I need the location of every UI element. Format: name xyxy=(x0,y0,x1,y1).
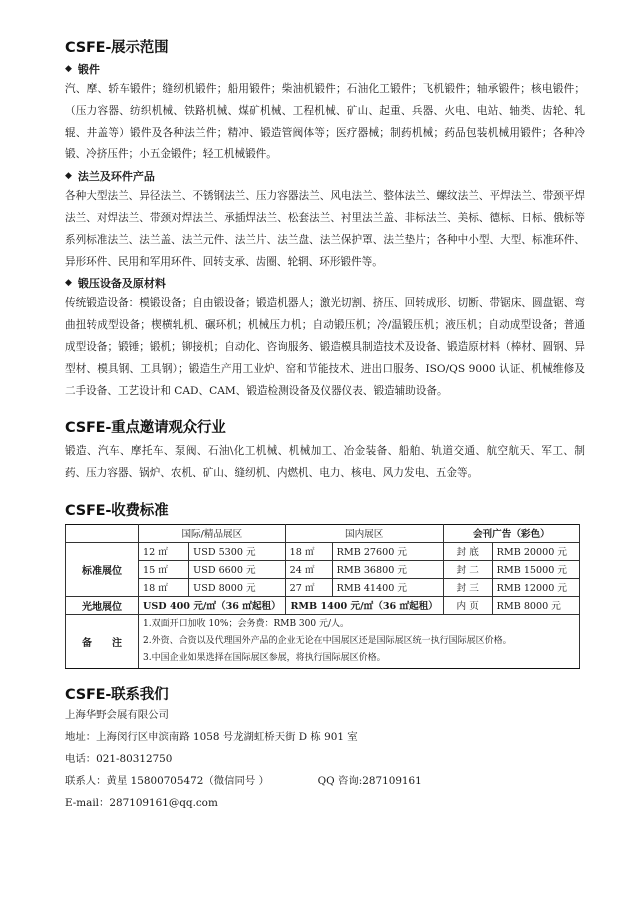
fee-table xyxy=(65,524,580,669)
domestic-size-cell: 24 ㎡ xyxy=(285,560,332,578)
forgings-heading-text: 锻件 xyxy=(77,63,100,76)
intl-size-cell: 12 ㎡ xyxy=(139,542,189,560)
raw-space-domestic: RMB 1400 元/㎡（36 ㎡起租） xyxy=(285,596,443,614)
contact-email[interactable]: E-mail：287109161@qq.com xyxy=(65,796,218,809)
flanges-heading-text: 法兰及环件产品 xyxy=(77,170,155,184)
diamond-bullet-icon: ◆ xyxy=(65,64,72,74)
ad-position-cell: 封 三 xyxy=(443,578,492,596)
flanges-heading xyxy=(65,168,585,184)
raw-space-intl: USD 400 元/㎡（36 ㎡起租） xyxy=(139,596,286,614)
forgings-text: 汽、摩、轿车锻件；缝纫机锻件；船用锻件；柴油机锻件；石油化工锻件；飞机锻件；轴承锻件；核电锻件；（压力容器、纺织机械、铁路机械、煤矿机械、工程机械、矿山、起重、兵器、火电、电站、轴类、齿轮、轧辊、井盖等）锻件及各种法兰件；精冲、锻造管阀体等；医疗器械；制药机械；药品包装机械用锻件；各种冷锻、冷挤压件；小五金锻件；轻工机械锻件。 xyxy=(65,83,585,161)
contact-address: 地址：上海闵行区申滨南路 1058 号龙湖虹桥天街 D 栋 901 室 xyxy=(65,730,358,743)
domestic-header: 国内展区 xyxy=(285,524,443,542)
intl-price-cell: USD 5300 元 xyxy=(189,542,286,560)
domestic-size-cell: 27 ㎡ xyxy=(285,578,332,596)
standard-booth-label: 标准展位 xyxy=(66,542,139,596)
intl-size-cell: 15 ㎡ xyxy=(139,560,189,578)
ad-position-cell: 封 二 xyxy=(443,560,492,578)
fee-corner-cell xyxy=(66,524,139,542)
domestic-size-cell: 18 ㎡ xyxy=(285,542,332,560)
fees-section xyxy=(65,499,585,669)
ad-position-cell: 封 底 xyxy=(443,542,492,560)
contact-title: CSFE-联系我们 xyxy=(65,686,169,703)
forgings-heading xyxy=(65,61,585,77)
table-row xyxy=(66,542,580,560)
notes-label: 备 注 xyxy=(66,614,139,668)
contact-section xyxy=(65,683,585,814)
fees-title: CSFE-收费标准 xyxy=(65,502,169,519)
intl-price-cell: USD 8000 元 xyxy=(189,578,286,596)
intl-price-cell: USD 6600 元 xyxy=(189,560,286,578)
equipment-heading-text: 锻压设备及原材料 xyxy=(77,277,166,291)
contact-person: 联系人：黄星 15800705472（微信同号 ） xyxy=(65,774,270,787)
domestic-price-cell: RMB 36800 元 xyxy=(332,560,443,578)
equipment-heading xyxy=(65,275,585,291)
fee-header-row xyxy=(66,524,580,542)
note-item: 3.中国企业如果选择在国际展区参展，将执行国际展区价格。 xyxy=(143,652,386,663)
contact-qq: QQ 咨询:287109161 xyxy=(317,774,422,787)
audience-section xyxy=(65,416,585,485)
note-item: 1.双面开口加收 10%；会务费：RMB 300 元/人。 xyxy=(143,618,349,629)
company-name: 上海华野会展有限公司 xyxy=(65,708,169,721)
audience-text: 锻造、汽车、摩托车、泵阀、石油\化工机械、机械加工、冶金装备、船舶、轨道交通、航空航天、军工、制药、压力容器、锅炉、农机、矿山、缝纫机、内燃机、电力、核电、风力发电、五金等。 xyxy=(65,445,585,480)
ads-header: 会刊广告（彩色） xyxy=(443,524,579,542)
brochure-page xyxy=(65,36,585,814)
ad-price-cell: RMB 12000 元 xyxy=(492,578,579,596)
domestic-price-cell: RMB 41400 元 xyxy=(332,578,443,596)
scope-title: CSFE-展示范围 xyxy=(65,40,169,56)
table-row xyxy=(66,560,580,578)
note-item: 2.外资、合资以及代理国外产品的企业无论在中国展区还是国际展区统一执行国际展区价格。 xyxy=(143,635,512,646)
scope-section xyxy=(65,36,585,402)
intl-header: 国际/精品展区 xyxy=(139,524,286,542)
ad-position-cell: 内 页 xyxy=(443,596,492,614)
diamond-bullet-icon: ◆ xyxy=(65,171,72,182)
table-row xyxy=(66,578,580,596)
ad-price-cell: RMB 20000 元 xyxy=(492,542,579,560)
equipment-text: 传统锻造设备：模锻设备；自由锻设备；锻造机器人；激光切割、挤压、回转成形、切断、带锯床、圆盘锯、弯曲扭转成型设备；楔横轧机、碾环机；机械压力机；自动锻压机；冷/温锻压机；液压机；自动成型设备；普通成型设备；锻锤；锻机；铆接机；自动化、咨询服务、锻造模具制造技术及设备、锻造原材料（棒材、圆钢、异型材、模具钢、工具钢）；锻造生产用工业炉、窑和节能技术、进出口服务、ISO/QS 9000 认证、机械维修及二手设备、工艺设计和 CAD、CAM、锻造检测设备及仪器仪表、锻造辅助设备。 xyxy=(65,297,585,397)
notes-row xyxy=(66,614,580,668)
ad-price-cell: RMB 15000 元 xyxy=(492,560,579,578)
contact-phone: 电话：021-80312750 xyxy=(65,752,173,765)
contact-person-line xyxy=(65,770,585,792)
audience-title: CSFE-重点邀请观众行业 xyxy=(65,420,226,437)
ad-price-cell: RMB 8000 元 xyxy=(492,596,579,614)
domestic-price-cell: RMB 27600 元 xyxy=(332,542,443,560)
flanges-text: 各种大型法兰、异径法兰、不锈钢法兰、压力容器法兰、风电法兰、整体法兰、螺纹法兰、平焊法兰、带颈平焊法兰、对焊法兰、带颈对焊法兰、承插焊法兰、松套法兰、衬里法兰盖、非标法兰、美标、德标、日标、俄标等系列标准法兰、法兰盖、法兰元件、法兰片、法兰盘、法兰保护罩、法兰垫片；各种中小型、大型、标准环件、异形环件、民用和军用环件、回转支承、齿圈、轮辋、环形锻件等。 xyxy=(65,190,585,268)
raw-space-label: 光地展位 xyxy=(66,596,139,614)
diamond-bullet-icon: ◆ xyxy=(65,278,72,289)
notes-cell xyxy=(139,614,580,668)
raw-space-row xyxy=(66,596,580,614)
intl-size-cell: 18 ㎡ xyxy=(139,578,189,596)
